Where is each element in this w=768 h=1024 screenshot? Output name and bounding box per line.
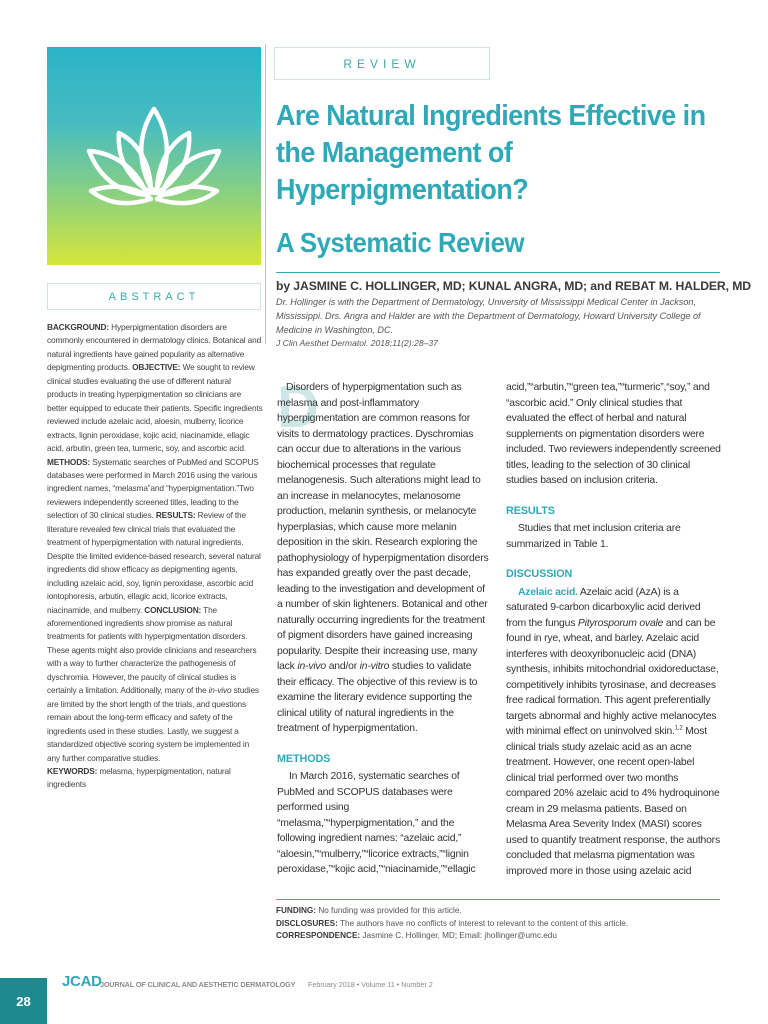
- drop-cap: D: [277, 375, 319, 440]
- abstract-results: Review of the literature revealed few clinical trials that evaluated the treatment of hyperpigmentation with natural ingredients. Despite the limited evidence-based research, several natural ingredients did show efficacy as depigmenting agents, including azelaic acid, soy, lignin peroxidase, ascorbic acid iontophoresis, arbutin, ellagic acid, licorice extracts, niacinamide, and mulberry.: [47, 510, 261, 615]
- funding-text: No funding was provided for this article.: [318, 906, 462, 915]
- abstract-text: [47, 321, 263, 792]
- correspondence-label: CORRESPONDENCE:: [276, 931, 361, 941]
- methods-paragraph: In March 2016, systematic searches of PubMed and SCOPUS databases were performed using “melasma,”“hyperpigmentation,” and the following ingredient names: “azelaic acid,” “aloesin,”“mulberry,”“licorice extracts,”“lignin peroxidase,”“kojic acid,”“niacinamide,”“ellagic: [277, 771, 476, 875]
- correspondence-text: Jasmine C. Hollinger, MD; Email: jhollinger@umc.edu: [362, 931, 557, 941]
- footer-notes: [276, 905, 736, 943]
- results-paragraph: Studies that met inclusion criteria are summarized in Table 1.: [506, 523, 681, 550]
- reference-marker: 1,2: [674, 725, 683, 732]
- abstract-methods-label: METHODS:: [47, 456, 91, 467]
- abstract-conclusion: The aforementioned ingredients show promise as natural treatments for patients with hyperpigmentation disorders. These agents might also provide clinicians and researchers with a way to further characterize the pathogenesis of dyschromia. However, the paucity of clinical studies is certainly a limitation. Additionally, many of the: [47, 604, 257, 696]
- lotus-illustration: [47, 47, 261, 265]
- intro-emphasis-2: in-vitro: [359, 661, 390, 672]
- abstract-background: Hyperpigmentation disorders are commonly encountered in dermatology clinics. Botanical and natural ingredients have gained popularity as alternative depigmenting products.: [47, 322, 262, 373]
- author-line: by JASMINE C. HOLLINGER, MD; KUNAL ANGRA, MD; and REBAT M. HALDER, MD: [276, 279, 751, 293]
- discussion-paragraph: [506, 585, 721, 880]
- intro-text: Disorders of hyperpigmentation such as melasma and post-inflammatory hyperpigmentation are common reasons for visits to dermatology practices. Dyschromias can occur due to alterations in the various biochemical processes that regulate melanogenesis. Such alterations might lead to an increase in melanocytes, melanosome production, melanin synthesis, or melanocyte hyperplasias, which cause more melanin deposition in the skin. Research exploring the pathophysiology of hyperpigmentation disorders has expanded greatly over the past decade, leading to the investigation and development of a number of skin lighteners. Botanical and other naturally occurring ingredients for the treatment of pigment disorders have gained increasing popularity. Despite their increasing use, many lack: [277, 382, 489, 672]
- abstract-conclusion-label: CONCLUSION:: [144, 604, 202, 615]
- funding-label: FUNDING:: [276, 906, 317, 915]
- title-rule: [276, 272, 720, 273]
- body-column-2: [506, 380, 721, 879]
- column-divider: [265, 44, 266, 344]
- abstract-objective: We sought to review clinical studies evaluating the use of different natural products in treating hyperpigmentation so clinicians are better equipped to educate their patients. Specific ingredients reviewed include azelaic acid, aloesin, mulberry, licorice extracts, lignin peroxidase, kojic acid, niacinamide, ellagic acid, arbutin, green tea, turmeric, soy, and ascorbic acid.: [47, 362, 263, 454]
- abstract-objective-label: OBJECTIVE:: [132, 362, 181, 373]
- issue-info: February 2018 • Volume 11 • Number 2: [308, 980, 433, 989]
- journal-name: JOURNAL OF CLINICAL AND AESTHETIC DERMATOLOGY: [100, 980, 296, 989]
- abstract-methods: Systematic searches of PubMed and SCOPUS databases were performed in March 2016 using the various ingredient names, “melasma”and “hyperpigmentation.”Two reviewers independently screened titles, leading to the selection of 30 clinical studies.: [47, 456, 259, 521]
- abstract-heading: ABSTRACT: [47, 283, 261, 310]
- discussion-heading: DISCUSSION: [506, 568, 573, 580]
- azelaic-subheading: Azelaic acid.: [518, 586, 578, 598]
- body-column-1: [277, 380, 492, 878]
- footer-rule: [276, 899, 720, 900]
- article-title: Are Natural Ingredients Effective in the Management of Hyperpigmentation?: [276, 100, 706, 206]
- journal-logo: JCAD: [62, 973, 102, 990]
- author-affiliation: Dr. Hollinger is with the Department of Dermatology, University of Mississippi Medical Center in Jackson, Mississippi. Drs. Angra and Halder are with the Department of Dermatology, Howard University College of Medicine in Washington, DC.: [276, 297, 701, 335]
- abstract-results-label: RESULTS:: [155, 510, 196, 521]
- abstract-background-label: BACKGROUND:: [47, 322, 109, 332]
- article-subtitle: A Systematic Review: [276, 227, 525, 258]
- discussion-text: Azelaic acid (AzA) is a saturated 9-carbon dicarboxylic acid derived from the fungus: [506, 586, 701, 629]
- abstract-conclusion-cont: studies are limited by the short length of the trials, and questions remain about the long-term efficacy and safety of the ingredients used in these studies. Lastly, we suggest a standardized objective scoring system be implemented in any further comparative studies.: [47, 685, 259, 763]
- intro-text-2: and/or: [326, 661, 360, 672]
- page-number: 28: [0, 978, 47, 1024]
- disclosures-text: The authors have no conflicts of interest to relevant to the content of this article.: [340, 918, 629, 928]
- results-heading: RESULTS: [506, 504, 555, 517]
- lotus-icon: [47, 47, 261, 265]
- methods-heading: METHODS: [277, 752, 331, 765]
- disclosures-label: DISCLOSURES:: [276, 918, 338, 928]
- methods-continuation: acid,”“arbutin,”“green tea,”“turmeric”,“soy,” and “ascorbic acid.” Only clinical studies that evaluated the effect of herbal and natural supplements on pigmentation disorders were included. Two reviewers independently screened titles, leading to the selection of 30 clinical studies based on inclusion criteria.: [506, 382, 721, 486]
- intro-emphasis-1: in-vivo: [297, 661, 327, 672]
- abstract-keywords: melasma, hyperpigmentation, natural ingredients: [47, 765, 231, 790]
- abstract-keywords-label: KEYWORDS:: [47, 765, 98, 776]
- citation: J Clin Aesthet Dermatol. 2018;11(2):28–37: [276, 338, 438, 348]
- section-tag: REVIEW: [274, 47, 490, 80]
- discussion-text-3: Most clinical trials study azelaic acid as an acne treatment. However, one recent open-label clinical trial performed over two months compared 20% azelaic acid to 4% hydroquinone cream in 29 melasma patients. Based on Melasma Area Severity Index (MASI) scores used to quantify treatment response, the authors concluded that melasma pigmentation was improved more in those using azelaic acid: [506, 726, 720, 877]
- abstract-conclusion-emphasis: in-vivo: [208, 685, 232, 696]
- discussion-text-2: and can be found in rye, wheat, and barley. Azelaic acid interferes with deoxyribonucleic acid (DNA) synthesis, inhibits mitochondrial oxidoreductase, competitively inhibits tyrosinase, and decreases free radical formation. This agent preferentially targets abnormal and highly active melanocytes with minimal effect on uninvolved skin.: [506, 617, 719, 737]
- intro-paragraph: [277, 380, 492, 737]
- intro-text-3: studies to validate their efficacy. The objective of this review is to examine the literary evidence supporting the clinical utility of natural ingredients in the treatment of hyperpigmentation.: [277, 661, 478, 734]
- discussion-emphasis: Pityrosporum ovale: [577, 617, 664, 629]
